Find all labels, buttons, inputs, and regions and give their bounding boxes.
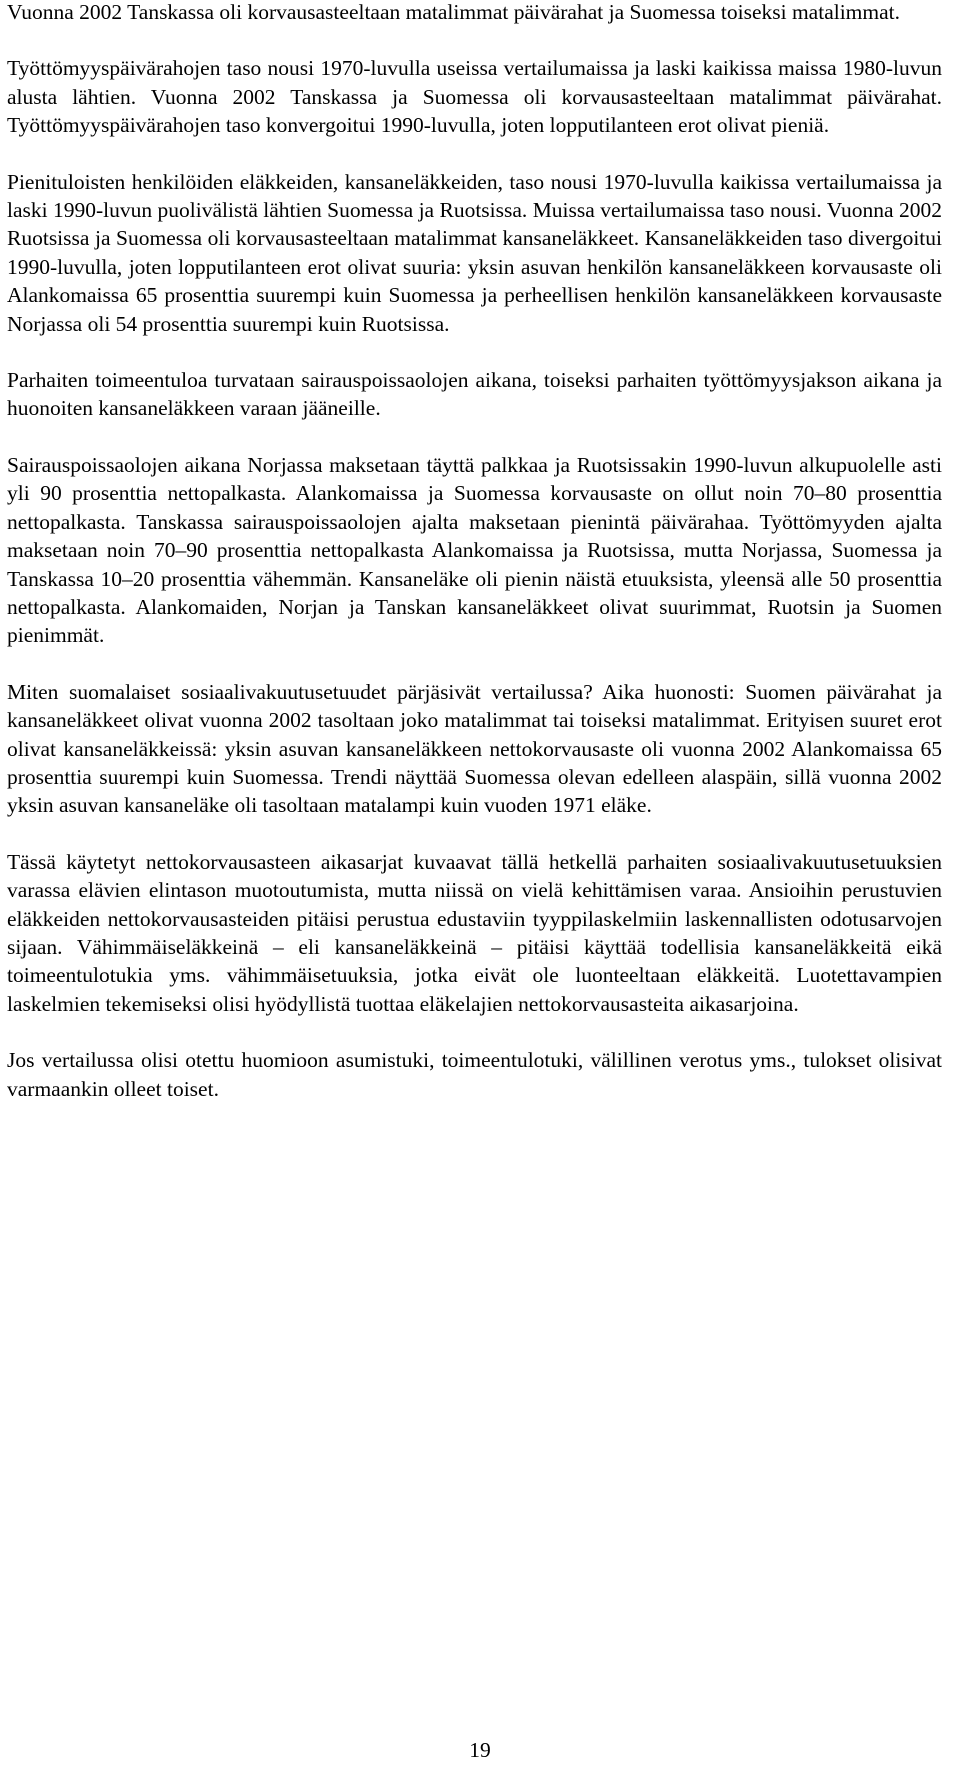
page-number: 19 [469, 1738, 491, 1762]
paragraph-1: Vuonna 2002 Tanskassa oli korvausasteeltaan matalimmat päivärahat ja Suomessa toiseksi matalimmat. [7, 0, 901, 24]
paragraph-8: Jos vertailussa olisi otettu huomioon asumistuki, toimeentulotuki, välillinen verotus yms., tulokset olisivat varmaankin olleet toiset. [7, 1048, 942, 1101]
paragraph-4: Parhaiten toimeentuloa turvataan sairauspoissaolojen aikana, toiseksi parhaiten työttömyysjakson aikana ja huonoiten kansaneläkkeen varaan jääneille. [7, 368, 942, 421]
paragraph-3: Pienituloisten henkilöiden eläkkeiden, kansaneläkkeiden, taso nousi 1970-luvulla kaikissa vertailumaissa ja laski 1990-luvun puolivälistä lähtien Suomessa ja Ruotsissa. Muissa vertailumaissa taso nousi. Vuonna 2002 Ruotsissa ja Suomessa oli korvausasteeltaan matalimmat kansaneläkkeet. Kansaneläkkeiden taso divergoitui 1990-luvulla, joten lopputilanteen erot olivat suuria: yksin asuvan henkilön kansaneläkkeen korvausaste oli Alankomaissa 65 prosenttia suurempi kuin Suomessa ja perheellisen henkilön kansaneläkkeen korvausaste Norjassa oli 54 prosenttia suurempi kuin Ruotsissa. [7, 169, 942, 336]
paragraph-5: Sairauspoissaolojen aikana Norjassa maksetaan täyttä palkkaa ja Ruotsissakin 1990-luvun alkupuolelle asti yli 90 prosenttia nettopalkasta. Alankomaissa ja Suomessa korvausaste on ollut noin 70–80 prosenttia nettopalkasta. Tanskassa sairauspoissaolojen ajalta maksetaan pienintä päivärahaa. Työttömyyden ajalta maksetaan noin 70–90 prosenttia nettopalkasta Alankomaissa ja Ruotsissa, mutta Norjassa, Suomessa ja Tanskassa 10–20 prosenttia vähemmän. Kansaneläke oli pienin näistä etuuksista, yleensä alle 50 prosenttia nettopalkasta. Alankomaiden, Norjan ja Tanskan kansaneläkkeet olivat suurimmat, Ruotsin ja Suomen pienimmät. [7, 452, 942, 648]
paragraph-2: Työttömyyspäivärahojen taso nousi 1970-luvulla useissa vertailumaissa ja laski kaikissa maissa 1980-luvun alusta lähtien. Vuonna 2002 Tanskassa ja Suomessa oli korvausasteeltaan matalimmat päivärahat. Työttömyyspäivärahojen taso konvergoitui 1990-luvulla, joten lopputilanteen erot olivat pieniä. [7, 56, 942, 138]
paragraph-7: Tässä käytetyt nettokorvausasteen aikasarjat kuvaavat tällä hetkellä parhaiten sosiaalivakuutusetuuksien varassa elävien elintason muotoutumista, mutta niissä on vielä kehittämisen varaa. Ansioihin perustuvien eläkkeiden nettokorvausasteiden pitäisi perustua edustaviin tyyppilaskelmiin laskennallisten odotusarvojen sijaan. Vähimmäiseläkkeinä – eli kansaneläkkeinä – pitäisi käyttää todellisia kansaneläkkeitä eikä toimeentulotukia yms. vähimmäisetuuksia, jotka eivät ole luonteeltaan eläkkeitä. Luotettavampien laskelmien tekemiseksi olisi hyödyllistä tuottaa eläkelajien nettokorvausasteita aikasarjoina. [7, 849, 942, 1016]
document-body [7, 0, 942, 1103]
paragraph-6: Miten suomalaiset sosiaalivakuutusetuudet pärjäsivät vertailussa? Aika huonosti: Suomen päivärahat ja kansaneläkkeet olivat vuonna 2002 tasoltaan joko matalimmat tai toiseksi matalimmat. Erityisen suuret erot olivat kansaneläkkeissä: yksin asuvan kansaneläkkeen nettokorvausaste oli vuonna 2002 Alankomaissa 65 prosenttia suurempi kuin Suomessa. Trendi näyttää Suomessa olevan edelleen alaspäin, sillä vuonna 2002 yksin asuvan kansaneläke oli tasoltaan matalampi kuin vuoden 1971 eläke. [7, 679, 942, 818]
